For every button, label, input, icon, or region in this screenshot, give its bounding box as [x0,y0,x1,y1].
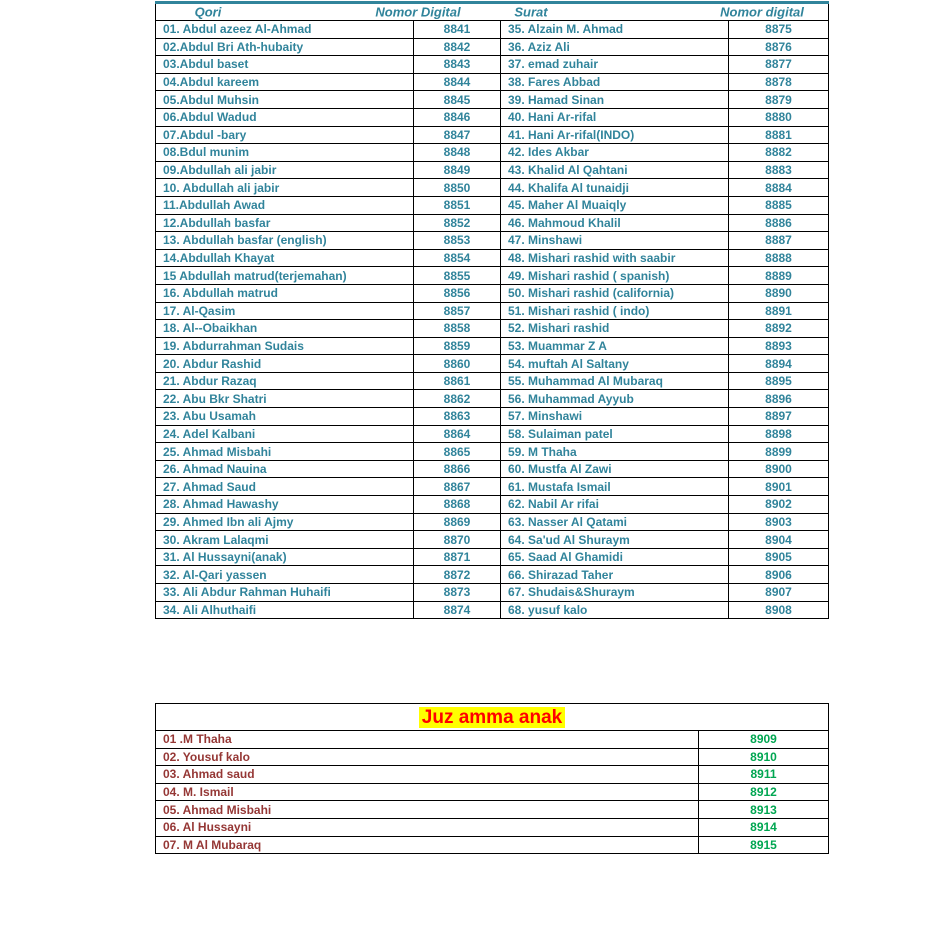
qori-name-cell: 01. Abdul azeez Al-Ahmad [156,21,414,39]
juz-number-cell: 8909 [699,731,829,749]
qori-number-cell: 8851 [414,196,501,214]
table-row [156,390,829,408]
qori-number-cell: 8862 [414,390,501,408]
qori-number-cell: 8841 [414,21,501,39]
qori-name-cell: 19. Abdurrahman Sudais [156,337,414,355]
qori-name-cell: 16. Abdullah matrud [156,284,414,302]
header-row [156,3,829,21]
qori-number-cell: 8872 [414,566,501,584]
surat-name-cell: 36. Aziz Ali [501,38,729,56]
surat-name-cell: 60. Mustfa Al Zawi [501,460,729,478]
qori-name-cell: 31. Al Hussayni(anak) [156,548,414,566]
table-row [156,284,829,302]
surat-name-cell: 52. Mishari rashid [501,320,729,338]
qori-number-cell: 8854 [414,249,501,267]
table-row [156,249,829,267]
surat-number-cell: 8882 [729,144,829,162]
surat-name-cell: 41. Hani Ar-rifal(INDO) [501,126,729,144]
table-row [156,56,829,74]
table-row [156,232,829,250]
table-row [156,126,829,144]
table-row [156,179,829,197]
surat-name-cell: 59. M Thaha [501,443,729,461]
juz-number-cell: 8912 [699,783,829,801]
surat-number-cell: 8908 [729,601,829,619]
surat-name-cell: 67. Shudais&Shuraym [501,584,729,602]
surat-number-cell: 8898 [729,425,829,443]
table-row [156,38,829,56]
table-row [156,601,829,619]
juz-table-row [156,731,829,749]
juz-name-cell: 01 .M Thaha [156,731,699,749]
surat-name-cell: 44. Khalifa Al tunaidji [501,179,729,197]
qori-name-cell: 11.Abdullah Awad [156,196,414,214]
qori-name-cell: 34. Ali Alhuthaifi [156,601,414,619]
qori-name-cell: 02.Abdul Bri Ath-hubaity [156,38,414,56]
qori-name-cell: 13. Abdullah basfar (english) [156,232,414,250]
juz-table-row [156,836,829,854]
surat-name-cell: 42. Ides Akbar [501,144,729,162]
surat-number-cell: 8889 [729,267,829,285]
qori-number-cell: 8843 [414,56,501,74]
qori-number-cell: 8866 [414,460,501,478]
qori-number-cell: 8850 [414,179,501,197]
qori-name-cell: 32. Al-Qari yassen [156,566,414,584]
surat-number-cell: 8891 [729,302,829,320]
table-row [156,408,829,426]
surat-name-cell: 37. emad zuhair [501,56,729,74]
surat-name-cell: 55. Muhammad Al Mubaraq [501,372,729,390]
qori-number-cell: 8868 [414,496,501,514]
table-row [156,73,829,91]
surat-name-cell: 38. Fares Abbad [501,73,729,91]
qori-number-cell: 8863 [414,408,501,426]
table-row [156,91,829,109]
table-row [156,566,829,584]
surat-name-cell: 39. Hamad Sinan [501,91,729,109]
qori-name-cell: 07.Abdul -bary [156,126,414,144]
qori-name-cell: 20. Abdur Rashid [156,355,414,373]
surat-name-cell: 47. Minshawi [501,232,729,250]
qori-name-cell: 17. Al-Qasim [156,302,414,320]
qori-name-cell: 27. Ahmad Saud [156,478,414,496]
surat-number-cell: 8892 [729,320,829,338]
qori-name-cell: 30. Akram Lalaqmi [156,531,414,549]
qori-name-cell: 21. Abdur Razaq [156,372,414,390]
surat-name-cell: 50. Mishari rashid (california) [501,284,729,302]
qori-number-cell: 8848 [414,144,501,162]
surat-name-cell: 53. Muammar Z A [501,337,729,355]
juz-table-row [156,783,829,801]
juz-number-cell: 8915 [699,836,829,854]
surat-number-cell: 8878 [729,73,829,91]
surat-number-cell: 8902 [729,496,829,514]
qori-name-cell: 08.Bdul munim [156,144,414,162]
table-row [156,337,829,355]
qori-number-cell: 8849 [414,161,501,179]
juz-name-cell: 05. Ahmad Misbahi [156,801,699,819]
surat-number-cell: 8886 [729,214,829,232]
table-row [156,531,829,549]
qori-number-cell: 8860 [414,355,501,373]
surat-number-cell: 8887 [729,232,829,250]
surat-number-cell: 8905 [729,548,829,566]
table-row [156,320,829,338]
surat-number-cell: 8881 [729,126,829,144]
qori-name-cell: 04.Abdul kareem [156,73,414,91]
juz-name-cell: 02. Yousuf kalo [156,748,699,766]
table-row [156,108,829,126]
qori-number-cell: 8853 [414,232,501,250]
qori-name-cell: 23. Abu Usamah [156,408,414,426]
juz-table-row [156,818,829,836]
qori-number-cell: 8847 [414,126,501,144]
surat-name-cell: 51. Mishari rashid ( indo) [501,302,729,320]
surat-name-cell: 64. Sa'ud Al Shuraym [501,531,729,549]
table-row [156,21,829,39]
qori-name-cell: 05.Abdul Muhsin [156,91,414,109]
surat-number-cell: 8903 [729,513,829,531]
table-row [156,302,829,320]
table-row [156,196,829,214]
surat-name-cell: 43. Khalid Al Qahtani [501,161,729,179]
qori-name-cell: 33. Ali Abdur Rahman Huhaifi [156,584,414,602]
table-row [156,548,829,566]
juz-number-cell: 8913 [699,801,829,819]
juz-name-cell: 06. Al Hussayni [156,818,699,836]
table-row [156,443,829,461]
qori-number-cell: 8870 [414,531,501,549]
juz-title-row [156,704,829,731]
juz-amma-anak-title: Juz amma anak [419,707,565,728]
table-row [156,161,829,179]
qori-number-cell: 8874 [414,601,501,619]
qori-name-cell: 09.Abdullah ali jabir [156,161,414,179]
table-row [156,267,829,285]
surat-name-cell: 61. Mustafa Ismail [501,478,729,496]
surat-number-cell: 8893 [729,337,829,355]
surat-name-cell: 35. Alzain M. Ahmad [501,21,729,39]
surat-name-cell: 49. Mishari rashid ( spanish) [501,267,729,285]
table-row [156,584,829,602]
surat-number-cell: 8904 [729,531,829,549]
surat-number-cell: 8900 [729,460,829,478]
qori-name-cell: 28. Ahmad Hawashy [156,496,414,514]
surat-number-cell: 8896 [729,390,829,408]
surat-name-cell: 68. yusuf kalo [501,601,729,619]
qori-name-cell: 10. Abdullah ali jabir [156,179,414,197]
surat-number-cell: 8895 [729,372,829,390]
table-row [156,214,829,232]
qori-name-cell: 15 Abdullah matrud(terjemahan) [156,267,414,285]
juz-name-cell: 04. M. Ismail [156,783,699,801]
column-header-nomor-digital-right: Nomor digital [720,4,804,20]
surat-number-cell: 8880 [729,108,829,126]
table-row [156,355,829,373]
surat-number-cell: 8890 [729,284,829,302]
surat-name-cell: 65. Saad Al Ghamidi [501,548,729,566]
juz-table-row [156,801,829,819]
qori-number-cell: 8859 [414,337,501,355]
qori-name-cell: 06.Abdul Wadud [156,108,414,126]
juz-table-row [156,748,829,766]
juz-number-cell: 8910 [699,748,829,766]
surat-name-cell: 54. muftah Al Saltany [501,355,729,373]
qori-name-cell: 14.Abdullah Khayat [156,249,414,267]
qori-number-cell: 8869 [414,513,501,531]
qori-name-cell: 12.Abdullah basfar [156,214,414,232]
qori-name-cell: 26. Ahmad Nauina [156,460,414,478]
qori-number-cell: 8844 [414,73,501,91]
main-table-body [156,3,829,619]
qori-surat-table [155,1,829,619]
juz-table-body [156,704,829,854]
surat-number-cell: 8897 [729,408,829,426]
column-header-qori: Qori [194,4,222,20]
table-row [156,478,829,496]
surat-name-cell: 58. Sulaiman patel [501,425,729,443]
table-row [156,460,829,478]
surat-name-cell: 62. Nabil Ar rifai [501,496,729,514]
qori-number-cell: 8858 [414,320,501,338]
qori-number-cell: 8856 [414,284,501,302]
qori-number-cell: 8873 [414,584,501,602]
surat-number-cell: 8907 [729,584,829,602]
qori-number-cell: 8845 [414,91,501,109]
table-row [156,496,829,514]
surat-name-cell: 66. Shirazad Taher [501,566,729,584]
surat-name-cell: 56. Muhammad Ayyub [501,390,729,408]
juz-title-cell [156,704,829,731]
surat-name-cell: 63. Nasser Al Qatami [501,513,729,531]
qori-number-cell: 8864 [414,425,501,443]
surat-name-cell: 46. Mahmoud Khalil [501,214,729,232]
juz-name-cell: 03. Ahmad saud [156,766,699,784]
qori-number-cell: 8855 [414,267,501,285]
juz-number-cell: 8914 [699,818,829,836]
header-cell [156,3,829,21]
surat-number-cell: 8883 [729,161,829,179]
qori-number-cell: 8867 [414,478,501,496]
table-row [156,144,829,162]
surat-number-cell: 8879 [729,91,829,109]
juz-table-row [156,766,829,784]
surat-number-cell: 8876 [729,38,829,56]
qori-name-cell: 29. Ahmed Ibn ali Ajmy [156,513,414,531]
surat-number-cell: 8901 [729,478,829,496]
qori-name-cell: 22. Abu Bkr Shatri [156,390,414,408]
qori-number-cell: 8846 [414,108,501,126]
surat-number-cell: 8894 [729,355,829,373]
surat-number-cell: 8877 [729,56,829,74]
surat-name-cell: 45. Maher Al Muaiqly [501,196,729,214]
surat-name-cell: 40. Hani Ar-rifal [501,108,729,126]
surat-name-cell: 57. Minshawi [501,408,729,426]
surat-number-cell: 8888 [729,249,829,267]
juz-name-cell: 07. M Al Mubaraq [156,836,699,854]
column-header-surat: Surat [514,4,548,20]
table-row [156,372,829,390]
qori-name-cell: 18. Al--Obaikhan [156,320,414,338]
qori-name-cell: 25. Ahmad Misbahi [156,443,414,461]
column-header-nomor-digital-left: Nomor Digital [375,4,461,20]
surat-name-cell: 48. Mishari rashid with saabir [501,249,729,267]
juz-amma-anak-table [155,703,829,854]
qori-name-cell: 03.Abdul baset [156,56,414,74]
qori-number-cell: 8861 [414,372,501,390]
surat-number-cell: 8884 [729,179,829,197]
table-row [156,425,829,443]
surat-number-cell: 8875 [729,21,829,39]
qori-number-cell: 8852 [414,214,501,232]
table-row [156,513,829,531]
surat-number-cell: 8899 [729,443,829,461]
surat-number-cell: 8885 [729,196,829,214]
qori-number-cell: 8865 [414,443,501,461]
juz-number-cell: 8911 [699,766,829,784]
qori-number-cell: 8871 [414,548,501,566]
qori-number-cell: 8842 [414,38,501,56]
qori-number-cell: 8857 [414,302,501,320]
surat-number-cell: 8906 [729,566,829,584]
qori-name-cell: 24. Adel Kalbani [156,425,414,443]
